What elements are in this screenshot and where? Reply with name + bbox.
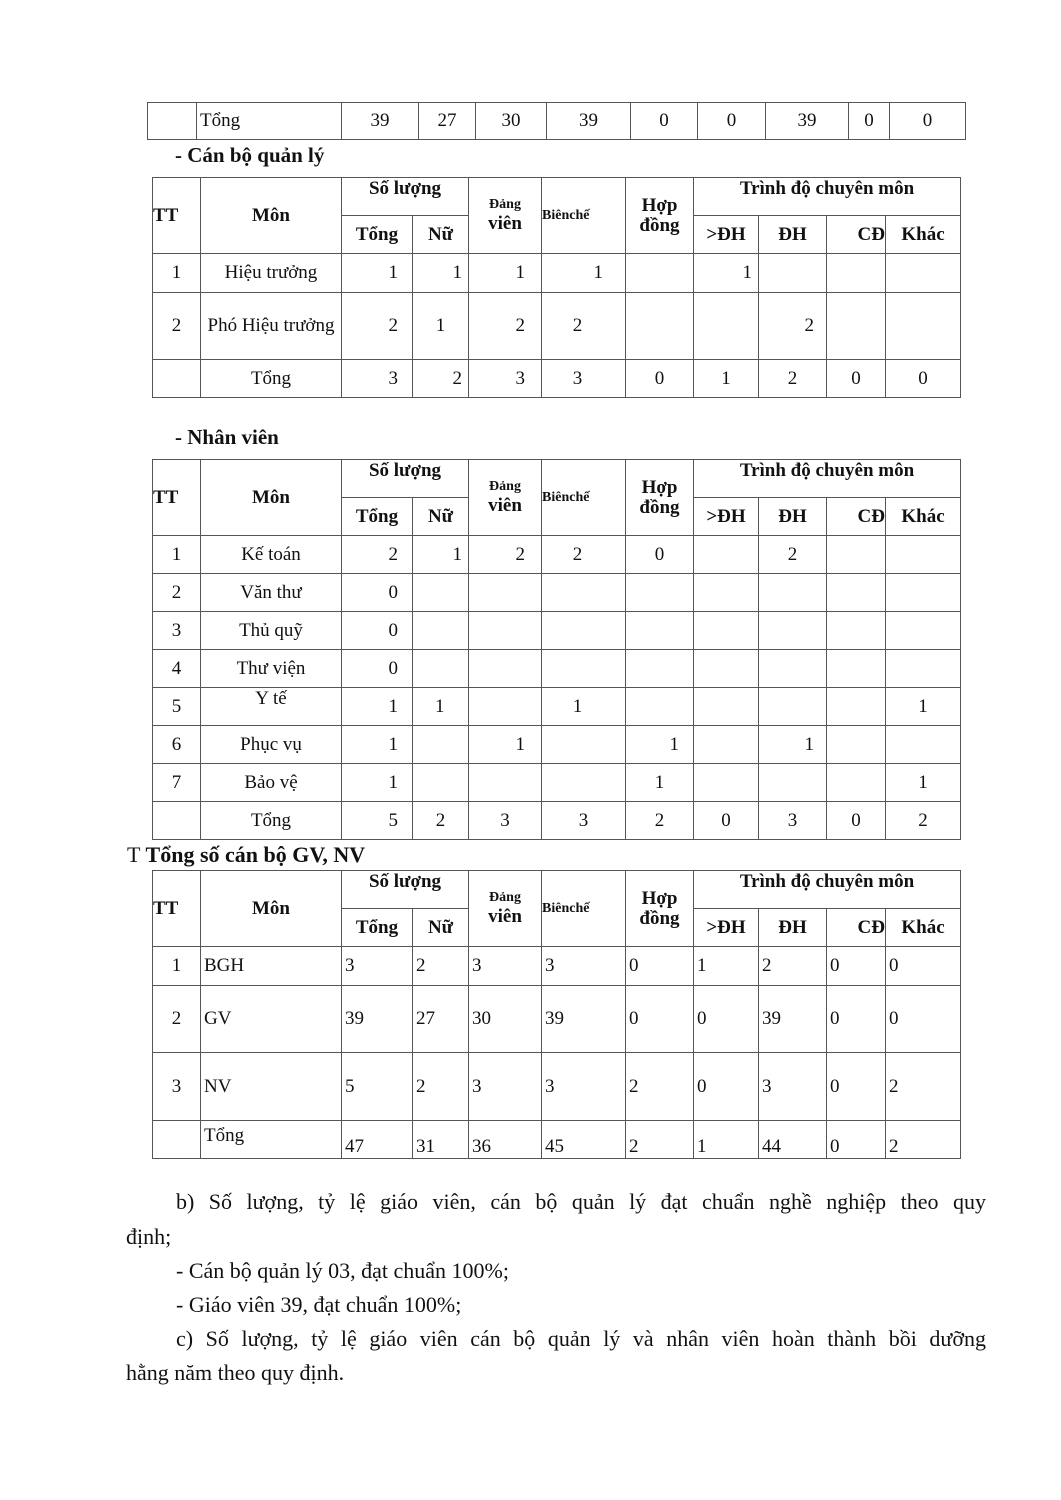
cell-nu: 27 bbox=[413, 986, 469, 1053]
header-bien-che: Biênchế bbox=[542, 460, 626, 536]
cell-mon: BGH bbox=[201, 947, 342, 986]
cell-hop-dong: 1 bbox=[626, 764, 694, 802]
header-hop-dong: Hợp đồng bbox=[626, 460, 694, 536]
cell-bien-che: 39 bbox=[542, 986, 626, 1053]
total-table bbox=[152, 870, 961, 1159]
cell-nu: 1 bbox=[413, 536, 469, 574]
cell-mon: Văn thư bbox=[201, 574, 342, 612]
cell-tong: 0 bbox=[342, 574, 413, 612]
table-row bbox=[153, 1053, 961, 1121]
header-so-luong: Số lượng bbox=[342, 460, 469, 498]
paragraph-c-line1: c) Số lượng, tỷ lệ giáo viên cán bộ quản lý và nhân viên hoàn thành bồi dưỡng bbox=[176, 1326, 986, 1351]
cell-cd bbox=[827, 536, 886, 574]
cell-dh: 3 bbox=[759, 802, 827, 840]
cell-khac: 2 bbox=[886, 1121, 961, 1159]
cell-tren-dh bbox=[694, 764, 759, 802]
header-so-luong: Số lượng bbox=[342, 178, 469, 216]
cell-tt bbox=[148, 103, 197, 140]
cell-dh: 3 bbox=[759, 1053, 827, 1121]
teacher-table-total-row bbox=[147, 102, 966, 140]
cell-mon: Thủ quỹ bbox=[201, 612, 342, 650]
cell-tong: 47 bbox=[342, 1121, 413, 1159]
cell-nu: 2 bbox=[413, 360, 469, 398]
cell-khac: 1 bbox=[886, 764, 961, 802]
cell-tren-dh bbox=[694, 574, 759, 612]
header-khac: Khác bbox=[886, 909, 961, 947]
header-bien-che: Biênchế bbox=[542, 871, 626, 947]
cell-nu: 1 bbox=[413, 293, 469, 360]
table-row bbox=[153, 650, 961, 688]
cell-mon: Bảo vệ bbox=[201, 764, 342, 802]
cell-khac bbox=[886, 650, 961, 688]
header-nu: Nữ bbox=[413, 909, 469, 947]
cell-dh: 2 bbox=[759, 360, 827, 398]
cell-tong: 3 bbox=[342, 947, 413, 986]
cell-tren-dh: 1 bbox=[694, 947, 759, 986]
cell-hop-dong bbox=[626, 612, 694, 650]
cell-cd bbox=[827, 293, 886, 360]
table-row-total bbox=[153, 802, 961, 840]
cell-tt: 6 bbox=[153, 726, 201, 764]
cell-nu: 1 bbox=[413, 688, 469, 726]
cell-khac bbox=[886, 574, 961, 612]
cell-hop-dong: 1 bbox=[626, 726, 694, 764]
cell-mon: Tổng bbox=[201, 360, 342, 398]
cell-cd bbox=[827, 726, 886, 764]
cell-tong: 0 bbox=[342, 650, 413, 688]
cell-nu: 31 bbox=[413, 1121, 469, 1159]
cell-khac bbox=[886, 612, 961, 650]
header-tong: Tổng bbox=[342, 498, 413, 536]
cell-tong: 0 bbox=[342, 612, 413, 650]
table-row bbox=[153, 536, 961, 574]
cell-cd bbox=[827, 688, 886, 726]
header-mon: Môn bbox=[201, 871, 342, 947]
cell-hop-dong: 0 bbox=[626, 986, 694, 1053]
cell-tren-dh bbox=[694, 726, 759, 764]
header-dang-vien: Đảng viên bbox=[469, 871, 542, 947]
cell-tt: 1 bbox=[153, 254, 201, 293]
cell-tt bbox=[153, 802, 201, 840]
table-row bbox=[153, 254, 961, 293]
heading-prefix: T bbox=[127, 842, 141, 867]
cell-dang-vien: 36 bbox=[469, 1121, 542, 1159]
cell-dang-vien: 3 bbox=[469, 360, 542, 398]
cell-tren-dh: 1 bbox=[694, 254, 759, 293]
header-dh: ĐH bbox=[759, 909, 827, 947]
cell-tren-dh bbox=[694, 650, 759, 688]
header-mon: Môn bbox=[201, 178, 342, 254]
cell-dang-vien: 3 bbox=[469, 1053, 542, 1121]
cell-cd bbox=[827, 612, 886, 650]
header-tren-dh: >ĐH bbox=[694, 909, 759, 947]
cell-tong: 3 bbox=[342, 360, 413, 398]
cell-hop-dong: 0 bbox=[626, 947, 694, 986]
section-heading-nv: - Nhân viên bbox=[175, 425, 279, 449]
header-trinh-do: Trình độ chuyên môn bbox=[694, 178, 961, 216]
header-cd: CĐ bbox=[827, 216, 886, 254]
paragraph-c-line2: hằng năm theo quy định. bbox=[126, 1360, 345, 1385]
cell-bien-che: 45 bbox=[542, 1121, 626, 1159]
cell-dh bbox=[759, 650, 827, 688]
cell-label: Tổng bbox=[197, 103, 342, 140]
cell-dang-vien bbox=[469, 764, 542, 802]
cell-cd: 0 bbox=[827, 947, 886, 986]
cell-tt: 5 bbox=[153, 688, 201, 726]
cell-tt bbox=[153, 1121, 201, 1159]
header-hop-dong: Hợp đồng bbox=[626, 871, 694, 947]
cell-cd: 0 bbox=[849, 103, 890, 140]
cell-cd bbox=[827, 574, 886, 612]
cell-bien-che bbox=[542, 612, 626, 650]
header-dang-vien: Đảng viên bbox=[469, 178, 542, 254]
cell-tong: 5 bbox=[342, 802, 413, 840]
cell-bien-che bbox=[542, 764, 626, 802]
cell-bien-che: 3 bbox=[542, 1053, 626, 1121]
header-nu: Nữ bbox=[413, 216, 469, 254]
table-row bbox=[153, 574, 961, 612]
table-row bbox=[153, 612, 961, 650]
cell-dang-vien: 1 bbox=[469, 254, 542, 293]
cell-dh: 44 bbox=[759, 1121, 827, 1159]
cell-dang-vien: 2 bbox=[469, 293, 542, 360]
header-trinh-do: Trình độ chuyên môn bbox=[694, 871, 961, 909]
cell-mon: Thư viện bbox=[201, 650, 342, 688]
header-tren-dh: >ĐH bbox=[694, 498, 759, 536]
cell-tren-dh: 0 bbox=[694, 1053, 759, 1121]
cell-tong: 1 bbox=[342, 688, 413, 726]
cell-khac: 0 bbox=[890, 103, 966, 140]
cell-dang-vien: 3 bbox=[469, 947, 542, 986]
table-row bbox=[153, 688, 961, 726]
cell-cd: 0 bbox=[827, 1121, 886, 1159]
cbql-table bbox=[152, 177, 961, 398]
cell-tren-dh: 1 bbox=[694, 360, 759, 398]
header-bien-che: Biênchế bbox=[542, 178, 626, 254]
cell-tren-dh bbox=[694, 612, 759, 650]
cell-bien-che bbox=[542, 726, 626, 764]
cell-tt: 3 bbox=[153, 1053, 201, 1121]
cell-bien-che: 3 bbox=[542, 802, 626, 840]
cell-tren-dh: 0 bbox=[698, 103, 766, 140]
cell-khac bbox=[886, 293, 961, 360]
cell-mon: Kế toán bbox=[201, 536, 342, 574]
cell-cd: 0 bbox=[827, 802, 886, 840]
cell-dh: 2 bbox=[759, 536, 827, 574]
cell-nu bbox=[413, 650, 469, 688]
cell-cd bbox=[827, 650, 886, 688]
cell-bien-che: 1 bbox=[542, 688, 626, 726]
cell-khac: 1 bbox=[886, 688, 961, 726]
cell-mon: Phục vụ bbox=[201, 726, 342, 764]
cell-dh bbox=[759, 688, 827, 726]
cell-dh: 2 bbox=[759, 947, 827, 986]
cell-cd bbox=[827, 764, 886, 802]
cell-khac: 0 bbox=[886, 947, 961, 986]
cell-mon: Y tế bbox=[201, 688, 342, 726]
table-row-total bbox=[153, 360, 961, 398]
header-dh: ĐH bbox=[759, 498, 827, 536]
cell-dang-vien bbox=[469, 612, 542, 650]
cell-nu bbox=[413, 764, 469, 802]
cell-dh: 2 bbox=[759, 293, 827, 360]
cell-mon: GV bbox=[201, 986, 342, 1053]
cell-tt bbox=[153, 360, 201, 398]
cell-hop-dong: 0 bbox=[626, 360, 694, 398]
cell-tt: 2 bbox=[153, 574, 201, 612]
nv-table bbox=[152, 459, 961, 840]
cell-bien-che: 1 bbox=[542, 254, 626, 293]
cell-hop-dong bbox=[626, 574, 694, 612]
header-tong: Tổng bbox=[342, 216, 413, 254]
paragraph-b-line1: b) Số lượng, tỷ lệ giáo viên, cán bộ quản lý đạt chuẩn nghề nghiệp theo quy bbox=[176, 1189, 986, 1214]
cell-tong: 1 bbox=[342, 254, 413, 293]
header-cd: CĐ bbox=[827, 909, 886, 947]
cell-bien-che: 3 bbox=[542, 360, 626, 398]
cell-khac bbox=[886, 536, 961, 574]
cell-khac: 0 bbox=[886, 360, 961, 398]
cell-khac bbox=[886, 726, 961, 764]
cell-nu: 1 bbox=[413, 254, 469, 293]
cell-hop-dong: 2 bbox=[626, 1121, 694, 1159]
header-so-luong: Số lượng bbox=[342, 871, 469, 909]
cell-hop-dong: 0 bbox=[631, 103, 698, 140]
cell-nu: 2 bbox=[413, 802, 469, 840]
header-cd: CĐ bbox=[827, 498, 886, 536]
header-khac: Khác bbox=[886, 498, 961, 536]
header-trinh-do: Trình độ chuyên môn bbox=[694, 460, 961, 498]
cell-tt: 2 bbox=[153, 986, 201, 1053]
cell-tt: 7 bbox=[153, 764, 201, 802]
cell-dang-vien: 3 bbox=[469, 802, 542, 840]
cell-tong: 39 bbox=[342, 986, 413, 1053]
cell-bien-che: 3 bbox=[542, 947, 626, 986]
header-mon: Môn bbox=[201, 460, 342, 536]
cell-tong: 39 bbox=[342, 103, 419, 140]
heading-text: Tổng số cán bộ GV, NV bbox=[145, 842, 366, 867]
cell-dh: 1 bbox=[759, 726, 827, 764]
cell-dang-vien: 30 bbox=[469, 986, 542, 1053]
header-tt: TT bbox=[153, 871, 201, 947]
table-row bbox=[153, 764, 961, 802]
cell-hop-dong bbox=[626, 254, 694, 293]
cell-tren-dh bbox=[694, 688, 759, 726]
cell-dh bbox=[759, 574, 827, 612]
cell-tt: 2 bbox=[153, 293, 201, 360]
cell-nu: 27 bbox=[419, 103, 476, 140]
header-dh: ĐH bbox=[759, 216, 827, 254]
cell-khac: 0 bbox=[886, 986, 961, 1053]
cell-hop-dong bbox=[626, 688, 694, 726]
table-row bbox=[153, 726, 961, 764]
cell-dh bbox=[759, 764, 827, 802]
cell-bien-che bbox=[542, 574, 626, 612]
cell-khac bbox=[886, 254, 961, 293]
cell-cd bbox=[827, 254, 886, 293]
cell-mon: Phó Hiệu trưởng bbox=[201, 293, 342, 360]
cell-dang-vien bbox=[469, 574, 542, 612]
header-tt: TT bbox=[153, 178, 201, 254]
cell-nu: 2 bbox=[413, 947, 469, 986]
cell-dh: 39 bbox=[766, 103, 849, 140]
cell-nu bbox=[413, 612, 469, 650]
cell-tong: 5 bbox=[342, 1053, 413, 1121]
cell-dang-vien: 1 bbox=[469, 726, 542, 764]
cell-hop-dong: 2 bbox=[626, 802, 694, 840]
paragraph-cbql: - Cán bộ quản lý 03, đạt chuẩn 100%; bbox=[176, 1258, 509, 1283]
cell-dh: 39 bbox=[759, 986, 827, 1053]
cell-tt: 1 bbox=[153, 947, 201, 986]
cell-dang-vien bbox=[469, 688, 542, 726]
cell-hop-dong bbox=[626, 650, 694, 688]
header-tren-dh: >ĐH bbox=[694, 216, 759, 254]
cell-bien-che: 39 bbox=[547, 103, 631, 140]
cell-tong: 2 bbox=[342, 536, 413, 574]
cell-mon: Tổng bbox=[201, 1121, 342, 1159]
cell-tren-dh: 0 bbox=[694, 986, 759, 1053]
header-dang-vien: Đảng viên bbox=[469, 460, 542, 536]
cell-mon: Hiệu trưởng bbox=[201, 254, 342, 293]
cell-tong: 2 bbox=[342, 293, 413, 360]
paragraph-gv: - Giáo viên 39, đạt chuẩn 100%; bbox=[176, 1292, 462, 1317]
header-khac: Khác bbox=[886, 216, 961, 254]
cell-hop-dong bbox=[626, 293, 694, 360]
cell-cd: 0 bbox=[827, 360, 886, 398]
cell-dang-vien: 2 bbox=[469, 536, 542, 574]
cell-tt: 3 bbox=[153, 612, 201, 650]
table-row-total bbox=[153, 1121, 961, 1159]
cell-tren-dh: 1 bbox=[694, 1121, 759, 1159]
header-tong: Tổng bbox=[342, 909, 413, 947]
table-row bbox=[153, 986, 961, 1053]
cell-khac: 2 bbox=[886, 802, 961, 840]
section-heading-cbql: - Cán bộ quản lý bbox=[175, 143, 325, 167]
cell-bien-che: 2 bbox=[542, 536, 626, 574]
cell-hop-dong: 2 bbox=[626, 1053, 694, 1121]
header-nu: Nữ bbox=[413, 498, 469, 536]
cell-tong: 1 bbox=[342, 764, 413, 802]
cell-hop-dong: 0 bbox=[626, 536, 694, 574]
table-row bbox=[153, 293, 961, 360]
cell-nu bbox=[413, 726, 469, 764]
cell-mon: Tổng bbox=[201, 802, 342, 840]
cell-nu bbox=[413, 574, 469, 612]
cell-tren-dh bbox=[694, 536, 759, 574]
header-tt: TT bbox=[153, 460, 201, 536]
cell-dh bbox=[759, 254, 827, 293]
paragraph-b-line2: định; bbox=[126, 1224, 172, 1249]
table-row bbox=[153, 947, 961, 986]
cell-mon: NV bbox=[201, 1053, 342, 1121]
cell-tt: 1 bbox=[153, 536, 201, 574]
header-hop-dong: Hợp đồng bbox=[626, 178, 694, 254]
section-heading-total bbox=[127, 842, 365, 868]
cell-tong: 1 bbox=[342, 726, 413, 764]
cell-tren-dh: 0 bbox=[694, 802, 759, 840]
cell-khac: 2 bbox=[886, 1053, 961, 1121]
cell-dh bbox=[759, 612, 827, 650]
cell-cd: 0 bbox=[827, 1053, 886, 1121]
cell-dang-vien bbox=[469, 650, 542, 688]
cell-cd: 0 bbox=[827, 986, 886, 1053]
cell-nu: 2 bbox=[413, 1053, 469, 1121]
cell-tt: 4 bbox=[153, 650, 201, 688]
cell-dang-vien: 30 bbox=[476, 103, 547, 140]
cell-bien-che bbox=[542, 650, 626, 688]
cell-tren-dh bbox=[694, 293, 759, 360]
cell-bien-che: 2 bbox=[542, 293, 626, 360]
